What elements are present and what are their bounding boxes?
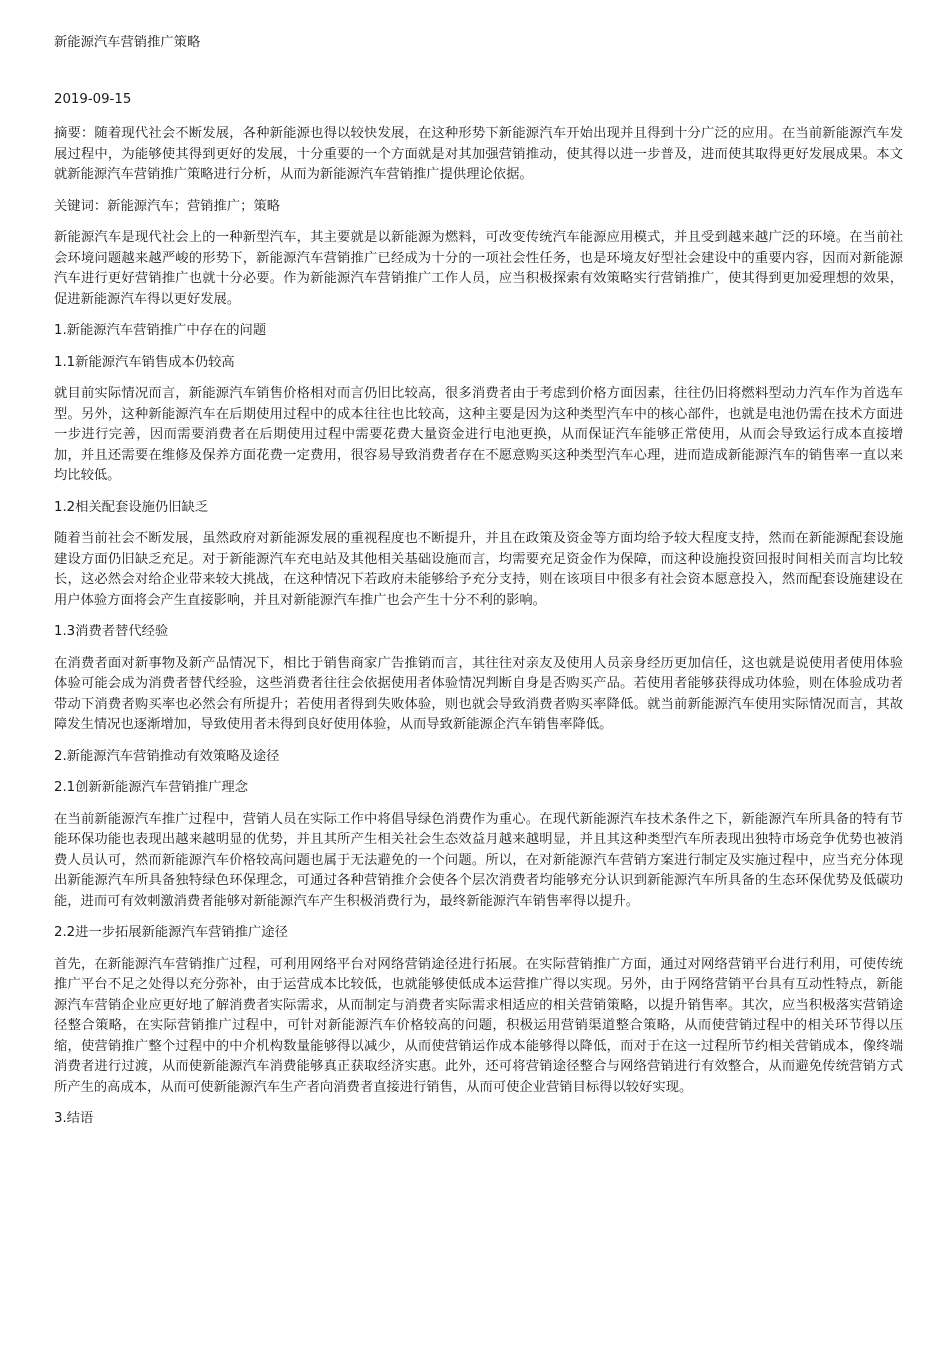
subsection-heading-2-2: 2.2进一步拓展新能源汽车营销推广途径 — [54, 925, 288, 940]
keywords-line: 关键词：新能源汽车；营销推广；策略 — [54, 198, 281, 214]
subsection-heading-1-1: 1.1新能源汽车销售成本仍较高 — [54, 354, 235, 370]
subsection-heading-1-2: 1.2相关配套设施仍旧缺乏 — [54, 499, 209, 515]
subsection-heading-2-1: 2.1创新新能源汽车营销推广理念 — [54, 780, 249, 795]
paragraph-1-1: 就目前实际情况而言，新能源汽车销售价格相对而言仍旧比较高，很多消费者由于考虑到价格方面因素，往往仍旧将燃料型动力汽车作为首选车型。另外，这种新能源汽车在后期使用过程中的成本往往也比较高，这种主要是因为这种类型汽车中的核心部件，也就是电池仍需在技术方面进一步进行完善，因而需要消费者在后期使用过程中需要花费大量资金进行电池更换，从而保证汽车能够正常使用，从而会导致运行成本直接增加，并且还需要在维修及保养方面花费一定费用，很容易导致消费者存在不愿意购买这种类型汽车心理，进而造成新能源汽车的销售率一直以来均比较低。 — [54, 386, 903, 483]
paragraph-2-1: 在当前新能源汽车推广过程中，营销人员在实际工作中将倡导绿色消费作为重心。在现代新能源汽车技术条件之下，新能源汽车所具备的特有节能环保功能也表现出越来越明显的优势，并且其所产生相关社会生态效益月越来越明显，并且其这种类型汽车所表现出独特市场竞争优势也被消费人员认可，然而新能源汽车价格较高问题也属于无法避免的一个问题。所以，在对新能源汽车营销方案进行制定及实施过程中，应当充分体现出新能源汽车所具备独特绿色环保理念，可通过各种营销推介会使各个层次消费者均能够充分认识到新能源汽车所具备的生态环保优势及低碳功能，进而可有效刺激消费者能够对新能源汽车产生积极消费行为，最终新能源汽车销售率得以提升。 — [54, 811, 903, 909]
subsection-heading-1-3: 1.3消费者替代经验 — [54, 624, 169, 639]
abstract-paragraph: 摘要：随着现代社会不断发展，各种新能源也得以较快发展，在这种形势下新能源汽车开始出现并且得到十分广泛的应用。在当前新能源汽车发展过程中，为能够使其得到更好的发展，十分重要的一个方面就是对其加强营销推动，使其得以进一步普及，进而使其取得更好发展成果。本文就新能源汽车营销推广策略进行分析，从而为新能源汽车营销推广提供理论依据。 — [54, 126, 903, 182]
publish-date: 2019-09-15 — [54, 91, 132, 107]
document-title: 新能源汽车营销推广策略 — [54, 35, 201, 50]
paragraph-1-3: 在消费者面对新事物及新产品情况下，相比于销售商家广告推销而言，其往往对亲友及使用人员亲身经历更加信任，这也就是说使用者使用体验体验可能会成为消费者替代经验，这些消费者往往会依据使用者体验情况判断自身是否购买产品。若使用者能够获得成功体验，则在体验成功者带动下消费者购买率也必然会有所提升；若使用者得到失败体验，则也就会导致消费者购买率降低。就当前新能源汽车使用实际情况而言，其故障发生情况也逐渐增加，导致使用者未得到良好使用体验，从而导致新能源企汽车销售率降低。 — [54, 655, 903, 732]
paragraph-1-2: 随着当前社会不断发展，虽然政府对新能源发展的重视程度也不断提升，并且在政策及资金等方面均给予较大程度支持，然而在新能源配套设施建设方面仍旧缺乏充足。对于新能源汽车充电站及其他相关基础设施而言，均需要充足资金作为保障，而这种设施投资回报时间相关而言均比较长，这必然会对给企业带来较大挑战，在这种情况下若政府未能够给予充分支持，则在该项目中很多有社会资本愿意投入，然而配套设施建设在用户体验方面将会产生直接影响，并且对新能源汽车推广也会产生十分不利的影响。 — [54, 531, 903, 608]
intro-paragraph: 新能源汽车是现代社会上的一种新型汽车，其主要就是以新能源为燃料，可改变传统汽车能源应用模式，并且受到越来越广泛的环境。在当前社会环境问题越来越严峻的形势下，新能源汽车营销推广已经成为十分的一项社会性任务，也是环境友好型社会建设中的重要内容，因而对新能源汽车进行更好营销推广也就十分必要。作为新能源汽车营销推广工作人员，应当积极探索有效策略实行营销推广，使其得到更加爱理想的效果，促进新能源汽车得以更好发展。 — [54, 230, 903, 307]
section-heading-2: 2.新能源汽车营销推动有效策略及途径 — [54, 748, 280, 764]
section-heading-3: 3.结语 — [54, 1111, 94, 1126]
paragraph-2-2: 首先，在新能源汽车营销推广过程，可利用网络平台对网络营销途径进行拓展。在实际营销推广方面，通过对网络营销平台进行利用，可使传统推广平台不足之处得以充分弥补，由于运营成本比较低，也就能够使低成本运营推广得以实现。另外，由于网络营销平台具有互动性特点，新能源汽车营销企业应更好地了解消费者实际需求，从而制定与消费者实际需求相适应的相关营销策略，以提升销售率。其次，应当积极落实营销途径整合策略，在实际营销推广过程中，可针对新能源汽车价格较高的问题，积极运用营销渠道整合策略，从而使营销过程中的相关环节得以压缩，使营销推广整个过程中的中介机构数量能够得以减少，从而使营销运作成本能够得以降低，而对于在这一过程所节约相关营销成本，像终端消费者进行过渡，从而使新能源汽车消费能够真正获取经济实惠。此外，还可将营销途径整合与网络营销进行有效整合，从而避免传统营销方式所产生的高成本，从而可使新能源汽车生产者向消费者直接进行销售，从而可使企业营销目标得以较好实现。 — [54, 956, 903, 1095]
section-heading-1: 1.新能源汽车营销推广中存在的问题 — [54, 323, 267, 338]
